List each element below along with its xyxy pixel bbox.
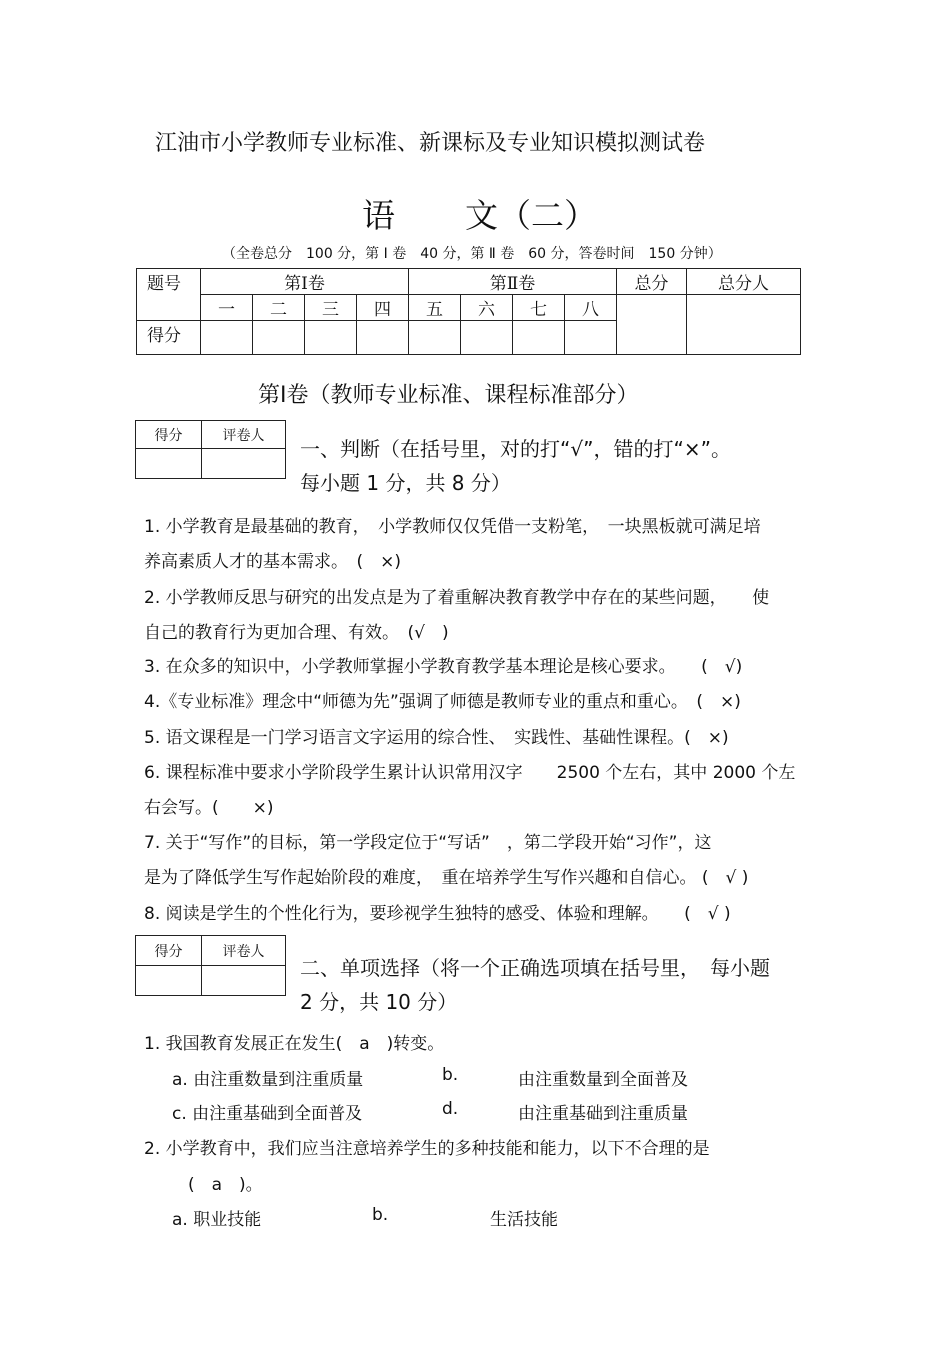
section1-heading (300, 432, 731, 500)
option-b: 生活技能 (490, 1210, 558, 1230)
question-line: 右会写。( ×) (144, 798, 274, 818)
grader-blank (202, 449, 286, 479)
question-line: 6. 课程标准中要求小学阶段学生累计认识常用汉字 2500 个左右，其中 2000 个左 (144, 763, 796, 783)
question-line: 是为了降低学生写作起始阶段的难度， 重在培养学生写作兴趣和自信心。 ( √ ) (144, 868, 749, 888)
score-row-label: 得分 (137, 321, 201, 355)
question-line: 8. 阅读是学生的个性化行为，要珍视学生独特的感受、体验和理解。 ( √ ) (144, 904, 731, 924)
section1-score-box (135, 420, 286, 479)
option-b-label: b. (442, 1065, 459, 1085)
question-line: 1. 小学教育是最基础的教育， 小学教师仅仅凭借一支粉笔， 一块黑板就可满足培 (144, 517, 761, 537)
score-cell (461, 321, 513, 355)
total-person-header: 总分人 (687, 269, 801, 295)
grader-label: 评卷人 (202, 936, 286, 966)
question-number-cell: 六 (461, 295, 513, 321)
section2-score-box (135, 935, 286, 996)
question-line: 2. 小学教育中，我们应当注意培养学生的多种技能和能力，以下不合理的是 (144, 1139, 710, 1159)
option-d-label: d. (442, 1099, 459, 1119)
option-b-label: b. (372, 1205, 389, 1225)
question-number-header: 题号 (137, 269, 201, 321)
question-line: 3. 在众多的知识中，小学教师掌握小学教育教学基本理论是核心要求。 ( √) (144, 657, 743, 677)
option-a: a. 职业技能 (172, 1210, 262, 1230)
part1-heading: 第Ⅰ卷（教师专业标准、课程标准部分） (258, 383, 639, 408)
score-cell (305, 321, 357, 355)
score-cell (565, 321, 617, 355)
part2-header: 第Ⅱ卷 (409, 269, 617, 295)
question-line: 养高素质人才的基本需求。 ( ×) (144, 552, 402, 572)
section1-heading-line1: 一、判断（在括号里，对的打“√”，错的打“×”。 (300, 437, 731, 461)
option-d: 由注重基础到注重质量 (518, 1104, 688, 1124)
question-number-cell: 七 (513, 295, 565, 321)
score-blank (136, 449, 202, 479)
question-line: 2. 小学教师反思与研究的出发点是为了着重解决教育教学中存在的某些问题， 使 (144, 588, 770, 608)
question-line: 自己的教育行为更加合理、有效。 (√ ) (144, 623, 449, 643)
score-cell (253, 321, 305, 355)
exam-info: （全卷总分 100 分，第 Ⅰ 卷 40 分，第 Ⅱ 卷 60 分，答卷时间 150 分钟） (222, 246, 722, 262)
part1-header: 第Ⅰ卷 (201, 269, 409, 295)
question-line: 4.《专业标准》理念中“师德为先”强调了师德是教师专业的重点和重心。 ( ×) (144, 692, 741, 712)
score-label: 得分 (136, 421, 202, 449)
exam-title: 江油市小学教师专业标准、新课标及专业知识模拟测试卷 (155, 131, 706, 156)
score-cell (201, 321, 253, 355)
score-cell (513, 321, 565, 355)
section2-heading-line2: 2 分，共 10 分） (300, 990, 458, 1014)
question-line: 5. 语文课程是一门学习语言文字运用的综合性、 实践性、基础性课程。( ×) (144, 728, 729, 748)
score-cell (409, 321, 461, 355)
question-number-cell: 八 (565, 295, 617, 321)
question-number-cell: 四 (357, 295, 409, 321)
question-number-cell: 五 (409, 295, 461, 321)
option-a: a. 由注重数量到注重质量 (172, 1070, 364, 1090)
score-table (136, 268, 801, 355)
score-blank (136, 966, 202, 996)
question-number-cell: 二 (253, 295, 305, 321)
question-line: 1. 我国教育发展正在发生( a )转变。 (144, 1034, 445, 1054)
grader-blank (202, 966, 286, 996)
question-number-cell: 一 (201, 295, 253, 321)
subject-title-part-a: 语 (362, 196, 395, 235)
score-cell (357, 321, 409, 355)
answer-bracket: ( a )。 (188, 1175, 263, 1195)
question-line: 7. 关于“写作”的目标，第一学段定位于“写话” ，第二学段开始“习作”，这 (144, 833, 712, 853)
subject-title (362, 190, 597, 237)
total-person-cell (687, 295, 801, 355)
total-score-cell (617, 295, 687, 355)
section2-heading (300, 951, 770, 1019)
total-header: 总分 (617, 269, 687, 295)
question-number-cell: 三 (305, 295, 357, 321)
section1-heading-line2: 每小题 1 分，共 8 分） (300, 471, 511, 495)
score-label: 得分 (136, 936, 202, 966)
section2-heading-line1: 二、单项选择（将一个正确选项填在括号里， 每小题 (300, 956, 770, 980)
subject-title-part-b: 文（二） (465, 196, 597, 235)
option-c: c. 由注重基础到全面普及 (172, 1104, 363, 1124)
grader-label: 评卷人 (202, 421, 286, 449)
option-b: 由注重数量到全面普及 (518, 1070, 688, 1090)
